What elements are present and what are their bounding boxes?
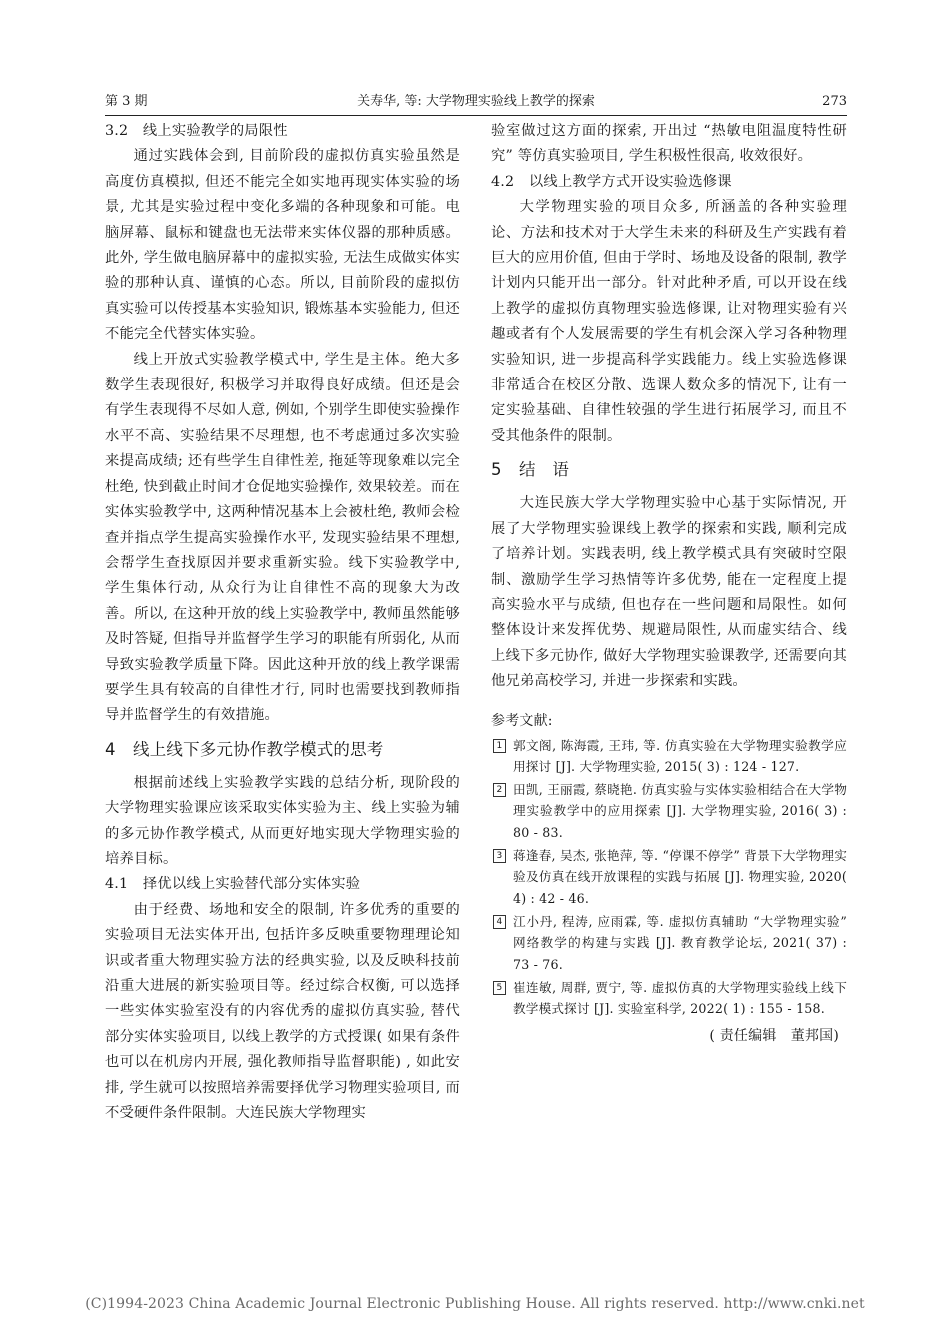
reference-index: 2 [493,783,506,797]
reference-text: 田凯, 王丽霞, 蔡晓艳. 仿真实验与实体实验相结合在大学物理实验教学中的应用探索 [J]. 大学物理实验, 2016( 3) : 80 - 83. [513,782,847,840]
heading-4-1: 4.1 择优以线上实验替代部分实体实验 [105,876,361,893]
section-title: 线上线下多元协作教学模式的思考 [133,739,384,759]
paragraph: 线上开放式实验教学模式中, 学生是主体。绝大多数学生表现很好, 积极学习并取得良好成绩。但还是会有学生表现得不尽如人意, 例如, 个别学生即使实验操作水平不高、实验结果不尽理想, 也不考虑通过多次实验来提高成绩; 还有些学生自律性差, 拖延等现象难以完全杜绝, 快到截止时间才仓促地实验操作, 效果较差。而在实体实验教学中, 这两种情况基本上会被杜绝, 教师会检查并指点学生提高实验操作水平, 发现实验结果不理想, 会帮学生查找原因并要求重新实验。线下实验教学中, 学生集体行动, 从众行为让自律性不高的现象大为改善。所以, 在这种开放的线上实验教学中, 教师虽然能够及时答疑, 但指导并监督学生学习的职能有所弱化, 从而导致实验教学质量下降。因此这种开放的线上教学课需要学生具有较高的自律性才行, 同时也需要找到教师指导并监督学生的有效措施。 [105,351,460,724]
page-number: 273 [822,94,847,109]
reference-text: 郭文阁, 陈海霞, 王玮, 等. 仿真实验在大学物理实验教学应用探讨 [J]. 大学物理实验, 2015( 3) : 124 - 127. [513,737,847,774]
section-title: 结 语 [519,460,570,480]
paragraph-continued: 验室做过这方面的探索, 开出过 “热敏电阻温度特性研究” 等仿真实验项目, 学生积极性很高, 收效很好。 [491,123,847,165]
reference-text: 江小丹, 程涛, 应雨霖, 等. 虚拟仿真辅助 “大学物理实验” 网络教学的构建与实践 [J]. 教育教学论坛, 2021( 37) : 73 - 76. [513,913,847,972]
section-number: 5 [491,460,502,480]
section-number: 4 [105,739,116,759]
paragraph: 大学物理实验的项目众多, 所涵盖的各种实验理论、方法和技术对于大学生未来的科研及生产实践有着巨大的应用价值, 但由于学时、场地及设备的限制, 教学计划内只能开出一部分。针对此种矛盾, 可以开设在线上教学的虚拟仿真物理实验选修课, 让对物理实验有兴趣或者有个人发展需要的学生有机会深入学习各种物理实验知识, 进一步提高科学实践能力。线上实验选修课非常适合在校区分散、选课人数众多的情况下, 让有一定实验基础、自律性较强的学生进行拓展学习, 而且不受其他条件的限制。 [491,199,847,444]
references-title: 参考文献: [491,712,553,729]
paragraph: 根据前述线上实验教学实践的总结分析, 现阶段的大学物理实验课应该采取实体实验为主、线上实验为辅的多元协作教学模式, 从而更好地实现大学物理实验的培养目标。 [105,774,460,867]
heading-3-2: 3.2 线上实验教学的局限性 [105,123,288,139]
paragraph: 由于经费、场地和安全的限制, 许多优秀的重要的实验项目无法实体开出, 包括许多反映重要物理理论知识或者重大物理实验方法的经典实验, 以及反映科技前沿重大进展的新实验项目等。经过综合权衡, 可以选择一些实体实验室没有的内容优秀的虚拟仿真实验, 替代部分实体实验项目, 以线上教学的方式授课( 如果有条件也可以在机房内开展, 强化教师指导监督职能) , 如此安排, 学生就可以按照培养需要择优学习物理实验项目, 而不受硬件条件限制。大连民族大学物理实 [105,901,460,1122]
reference-item [491,845,847,909]
paragraph: 通过实践体会到, 目前阶段的虚拟仿真实验虽然是高度仿真模拟, 但还不能完全如实地再现实体实验的场景, 尤其是实验过程中变化多端的各种现象和可能。电脑屏幕、鼠标和键盘也无法带来实体仪器的那种质感。此外, 学生做电脑屏幕中的虚拟实验, 无法生成做实体实验的那种认真、谨慎的心态。所以, 目前阶段的虚拟仿真实验可以传授基本实验知识, 锻炼基本实验能力, 但还不能完全代替实体实验。 [105,148,460,343]
issue-number: 第 3 期 [105,94,148,109]
reference-item [491,911,847,975]
heading-4-2: 4.2 以线上教学方式开设实验选修课 [491,173,732,190]
copyright-footer: (C)1994-2023 China Academic Journal Electronic Publishing House. All rights reserved. http://www.cnki.net [85,1296,865,1312]
reference-item [491,977,847,1020]
heading-4 [105,735,460,765]
responsible-editor: ( 责任编辑 董邦国) [709,1028,839,1045]
reference-index: 5 [493,981,506,995]
reference-index: 4 [493,915,506,929]
right-column [491,119,847,1049]
running-title: 关寿华, 等: 大学物理实验线上教学的探索 [357,94,595,109]
reference-item [491,779,847,843]
reference-index: 1 [493,739,506,753]
reference-index: 3 [493,849,506,863]
paragraph: 大连民族大学大学物理实验中心基于实际情况, 开展了大学物理实验课线上教学的探索和实践, 顺利完成了培养计划。实践表明, 线上教学模式具有突破时空限制、激励学生学习热情等许多优势, 能在一定程度上提高实验水平与成绩, 但也存在一些问题和局限性。如何整体设计来发挥优势、规避局限性, 从而虚实结合、线上线下多元协作, 做好大学物理实验课教学, 还需要向其他兄弟高校学习, 并进一步探索和实践。 [491,495,847,690]
reference-text: 崔连敏, 周群, 贾宁, 等. 虚拟仿真的大学物理实验线上线下教学模式探讨 [J]. 实验室科学, 2022( 1) : 155 - 158. [513,979,847,1017]
header-rule [105,115,847,116]
reference-text: 蒋逢春, 吴杰, 张艳萍, 等. “停课不停学” 背景下大学物理实验及仿真在线开放课程的实践与拓展 [J]. 物理实验, 2020( 4) : 42 - 46. [513,848,847,906]
running-header [105,91,847,113]
reference-item [491,735,847,778]
left-column [105,119,460,1126]
heading-5 [491,455,847,485]
